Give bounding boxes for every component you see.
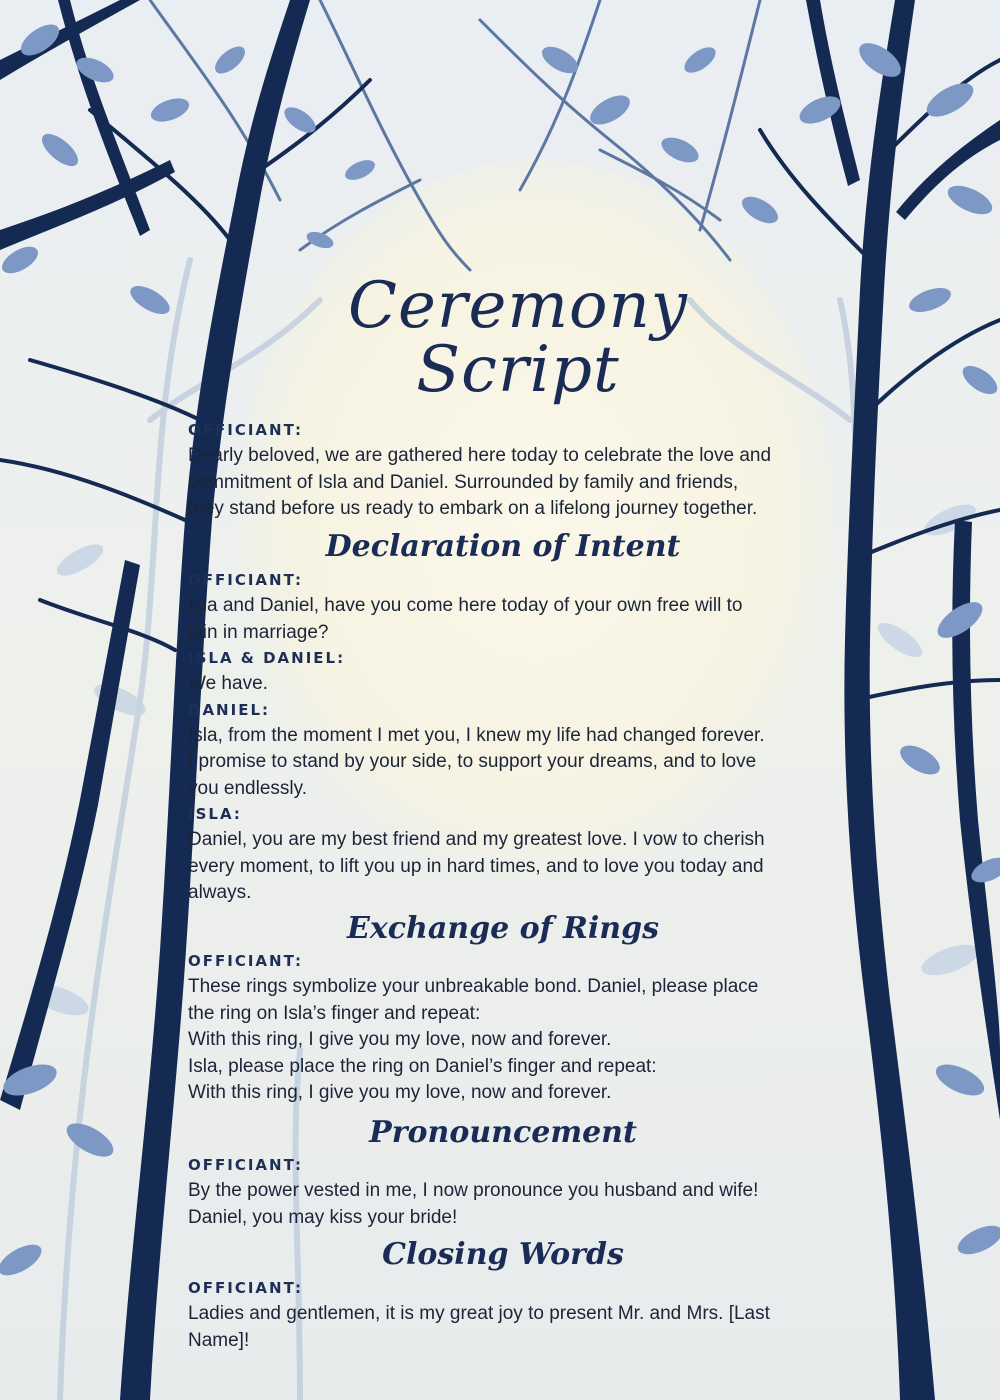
speaker-label: OFFICIANT: (188, 1279, 303, 1297)
speaker-label: OFFICIANT: (188, 1156, 303, 1174)
script-line: Isla and Daniel, have you come here today of your own free will to (188, 595, 743, 616)
rings-section (188, 949, 848, 1107)
script-line: always. (188, 882, 252, 903)
script-line: With this ring, I give you my love, now and forever. (188, 1029, 612, 1050)
script-line: every moment, to lift you up in hard times, and to love you today and (188, 855, 764, 877)
speaker-label: OFFICIANT: (188, 571, 303, 589)
speaker-label: ISLA: (188, 805, 242, 823)
script-line: Isla, from the moment I met you, I knew my life had changed forever. (188, 724, 765, 746)
intro-section (188, 418, 848, 523)
script-line: These rings symbolize your unbreakable bond. Daniel, please place (188, 976, 759, 997)
script-line: Isla, please place the ring on Daniel’s finger and repeat: (188, 1055, 657, 1077)
page-title: Ceremony Script (348, 269, 688, 407)
script-line: With this ring, I give you my love, now and forever. (188, 1082, 612, 1103)
speaker-label: OFFICIANT: (188, 952, 303, 970)
script-line: they stand before us ready to embark on a lifelong journey together. (188, 498, 758, 519)
speaker-label: DANIEL: (188, 700, 270, 719)
declaration-section (188, 568, 848, 907)
script-line: By the power vested in me, I now pronounce you husband and wife! (188, 1180, 759, 1201)
script-line: commitment of Isla and Daniel. Surrounded by family and friends, (188, 471, 739, 493)
pronouncement-section (188, 1153, 848, 1231)
section-heading-declaration: Declaration of Intent (325, 529, 681, 564)
script-line: Dearly beloved, we are gathered here today to celebrate the love and (188, 445, 772, 466)
script-line: join in marriage? (188, 621, 329, 643)
script-line: I promise to stand by your side, to support your dreams, and to love (188, 751, 757, 772)
closing-section (188, 1276, 848, 1354)
script-line: We have. (188, 673, 268, 694)
speaker-label: ISLA & DANIEL: (188, 649, 346, 667)
script-line: Daniel, you are my best friend and my greatest love. I vow to cherish (188, 829, 765, 850)
speaker-label: OFFICIANT: (188, 421, 303, 439)
script-line: Name]! (188, 1329, 250, 1351)
script-line: the ring on Isla’s finger and repeat: (188, 1002, 481, 1024)
script-line: you endlessly. (188, 777, 307, 799)
section-heading-pronouncement: Pronouncement (369, 1115, 637, 1150)
section-heading-closing: Closing Words (382, 1237, 624, 1272)
script-line: Daniel, you may kiss your bride! (188, 1206, 458, 1228)
section-heading-rings: Exchange of Rings (347, 911, 659, 946)
script-line: Ladies and gentlemen, it is my great joy to present Mr. and Mrs. [Last (188, 1303, 770, 1324)
